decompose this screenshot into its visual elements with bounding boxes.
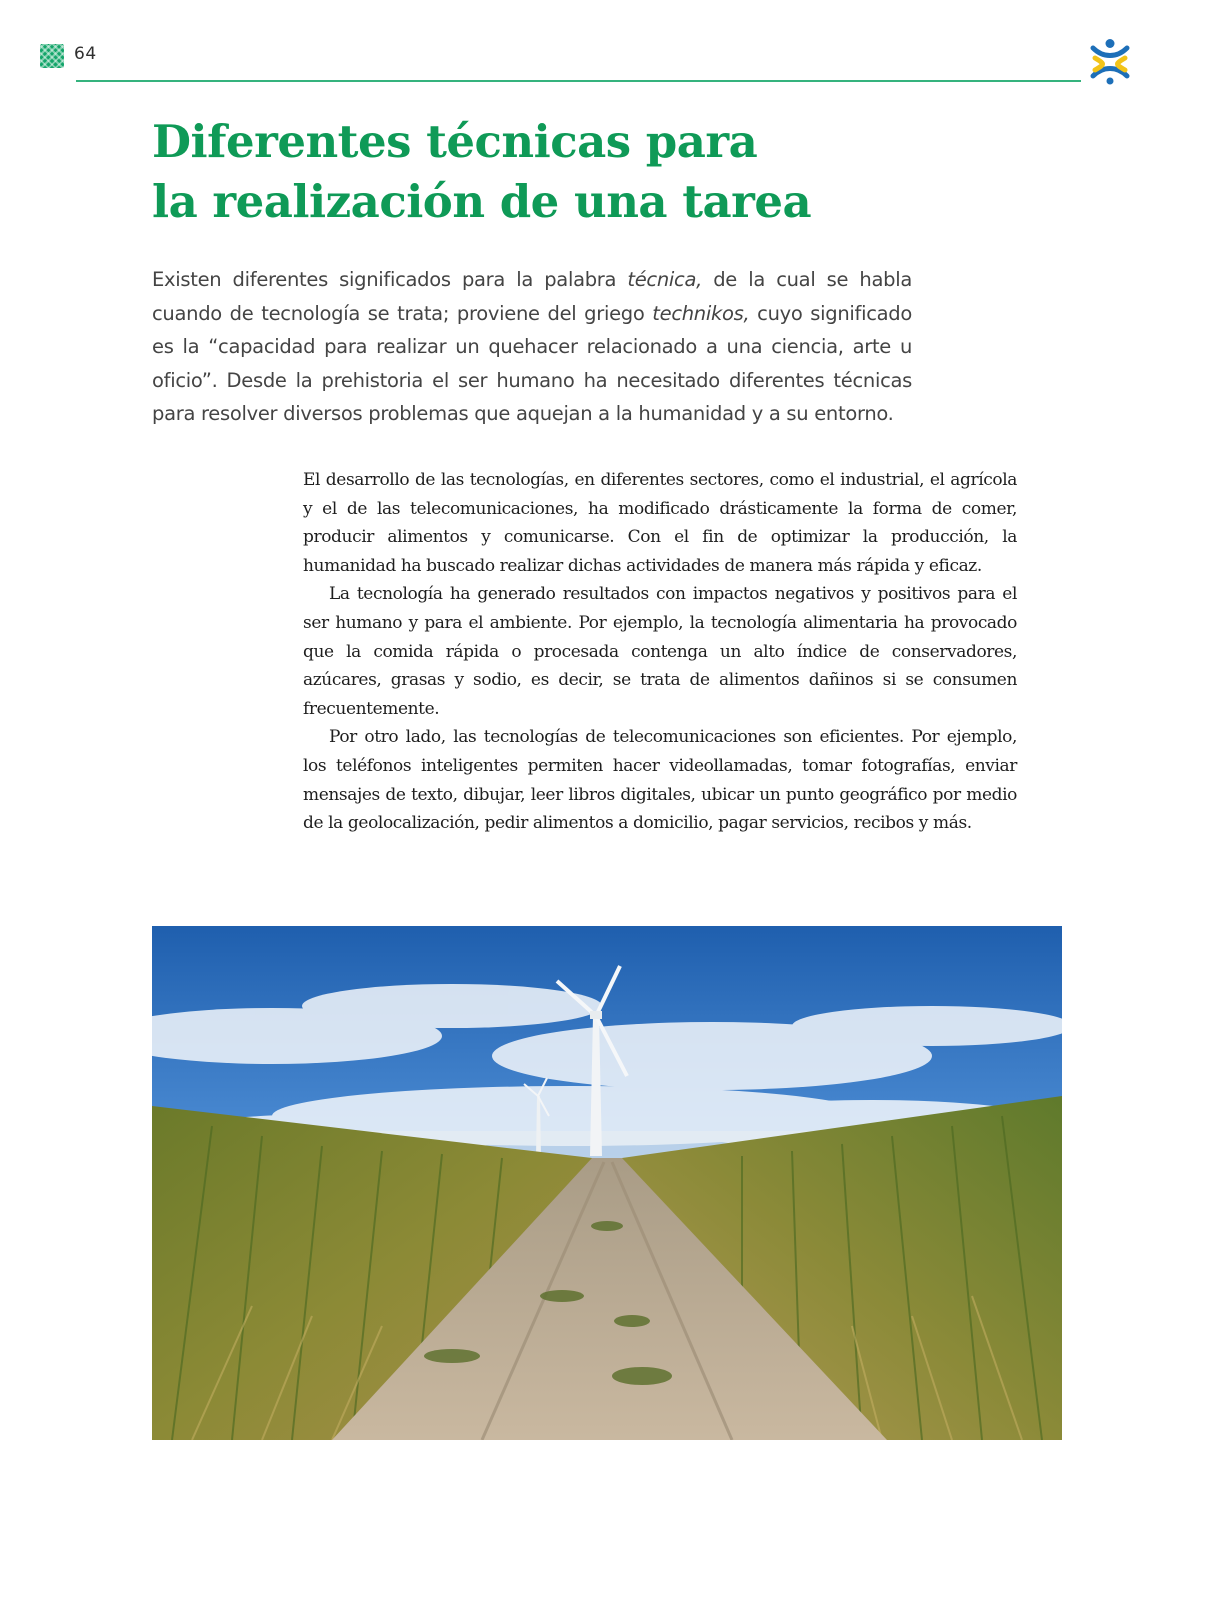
intro-text-1: Existen diferentes significados para la palabra: [152, 268, 628, 291]
body-paragraph-3: Por otro lado, las tecnologías de telecomunicaciones son eficientes. Por ejemplo, los teléfonos inteligentes permiten hacer videollamadas, tomar fotografías, enviar mensajes de texto, dibujar, leer libros digitales, ubicar un punto geográfico por medio de la geolocalización, pedir alimentos a domicilio, pagar servicios, recibos y más.: [303, 727, 1017, 834]
header-divider: [76, 80, 1081, 82]
header-emblem-icon: [40, 44, 64, 68]
intro-term-technikos: technikos,: [652, 301, 750, 325]
page-number: 64: [74, 44, 97, 64]
intro-text-3: cuyo significado es la “capacidad para realizar un quehacer relacionado a una ciencia, arte u oficio”. Desde la prehistoria el ser humano ha necesitado diferentes técnicas para resolver diversos problemas que aquejan a la humanidad y a su entorno.: [152, 301, 912, 425]
intro-paragraph: [152, 263, 912, 431]
page-title: [152, 112, 952, 232]
intro-term-tecnica: técnica,: [627, 268, 703, 291]
body-text-column: [303, 466, 1017, 838]
title-line-2: la realización de una tarea: [152, 175, 812, 228]
publisher-logo-icon: [1086, 38, 1134, 86]
body-paragraph-2: La tecnología ha generado resultados con impactos negativos y positivos para el ser humano y para el ambiente. Por ejemplo, la tecnología alimentaria ha provocado que la comida rápida o procesada contenga un alto índice de conservadores, azúcares, grasas y sodio, es decir, se trata de alimentos dañinos si se consumen frecuentemente.: [303, 584, 1017, 719]
intro-text-2: de la cual se habla cuando de tecnología se trata; proviene del griego: [152, 268, 912, 325]
body-paragraph-1: El desarrollo de las tecnologías, en diferentes sectores, como el industrial, el agrícola y el de las telecomunicaciones, ha modificado drásticamente la forma de comer, producir alimentos y comunicarse. Con el fin de optimizar la producción, la humanidad ha buscado realizar dichas actividades de manera más rápida y eficaz.: [303, 470, 1017, 576]
wind-turbine-cornfield-photo: [152, 926, 1062, 1440]
title-line-1: Diferentes técnicas para: [152, 115, 758, 168]
